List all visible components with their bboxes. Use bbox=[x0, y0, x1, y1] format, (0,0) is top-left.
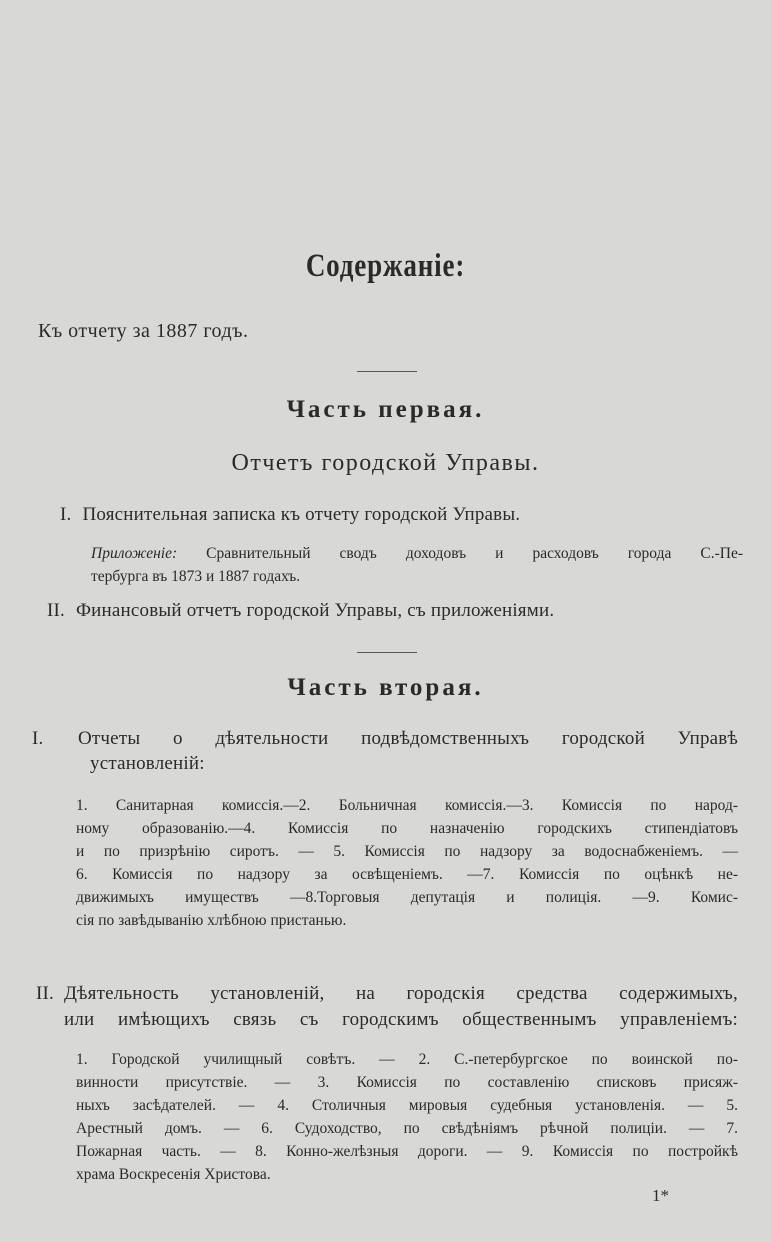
item-heading-line bbox=[32, 728, 738, 750]
item-number: II. bbox=[36, 983, 55, 1004]
item-text: Финансовый отчетъ городской Управы, съ приложеніями. bbox=[75, 600, 555, 621]
item-heading-line bbox=[36, 983, 738, 1005]
detail-line: 1. Санитарная комиссія.—2. Больничная комиссія.—3. Комиссія по народ- bbox=[76, 797, 738, 814]
detail-line: ному образованію.—4. Комиссія по назначенію городскихъ стипендіатовъ bbox=[76, 820, 738, 837]
item-text: Пояснительная записка къ отчету городской Управы. bbox=[82, 504, 521, 525]
detail-line: Арестный домъ. — 6. Судоходство, по свѣдѣніямъ рѣчной полиціи. — 7. bbox=[76, 1120, 738, 1137]
part-two-item-2 bbox=[36, 983, 738, 1031]
item-text: Дѣятельность установленій, на городскія средства содержимыхъ, bbox=[64, 983, 738, 1004]
part-two-item-1-details bbox=[76, 794, 738, 932]
page-title: Содержаніе: bbox=[305, 248, 466, 284]
report-subtitle: Къ отчету за 1887 годъ. bbox=[38, 320, 249, 342]
appendix-label: Приложеніе: bbox=[91, 545, 178, 562]
part-one-item-1 bbox=[60, 504, 520, 526]
part-one-subheading: Отчетъ городской Управы. bbox=[231, 450, 540, 476]
detail-line: винности присутствіе. — 3. Комиссія по составленію списковъ присяж- bbox=[76, 1074, 738, 1091]
detail-line: Пожарная часть. — 8. Конно-желѣзныя дороги. — 9. Комиссія по постройкѣ bbox=[76, 1143, 738, 1160]
item-text: установленій: bbox=[90, 753, 205, 774]
detail-line: 1. Городской училищный совѣтъ. — 2. С.-петербургское по воинской по- bbox=[76, 1051, 738, 1068]
detail-line: храма Воскресенія Христова. bbox=[76, 1166, 271, 1183]
appendix-line bbox=[91, 542, 743, 565]
item-number: II. bbox=[47, 600, 66, 621]
item-text: или имѣющихъ связь съ городскимъ общественнымъ управленіемъ: bbox=[64, 1009, 738, 1030]
detail-line: 6. Комиссія по надзору за освѣщеніемъ. —7. Комиссія по оцѣнкѣ не- bbox=[76, 866, 738, 883]
item-text: Отчеты о дѣятельности подвѣдомственныхъ городской Управѣ bbox=[78, 728, 738, 749]
part-two-heading: Часть вторая. bbox=[287, 674, 484, 701]
part-one-appendix bbox=[91, 542, 743, 588]
part-one-item-2 bbox=[47, 600, 554, 622]
detail-line: и по призрѣнію сиротъ. — 5. Комиссія по надзору за водоснабженіемъ. — bbox=[76, 843, 738, 860]
appendix-text: Сравнительный сводъ доходовъ и расходовъ города С.-Пе- bbox=[206, 545, 744, 562]
page-number: 1* bbox=[652, 1186, 669, 1205]
divider-rule bbox=[357, 652, 417, 653]
detail-line: движимыхъ имуществъ —8.Торговыя депутація и полиція. —9. Комис- bbox=[76, 889, 738, 906]
item-number: I. bbox=[60, 504, 72, 525]
item-number: I. bbox=[32, 728, 44, 749]
part-two-item-2-details bbox=[76, 1048, 738, 1186]
part-two-item-1 bbox=[32, 728, 738, 775]
part-one-heading: Часть первая. bbox=[286, 396, 485, 423]
detail-line: сія по завѣдыванію хлѣбною пристанью. bbox=[76, 912, 347, 929]
divider-rule bbox=[357, 371, 417, 372]
detail-line: ныхъ засѣдателей. — 4. Столичныя мировыя судебныя установленія. — 5. bbox=[76, 1097, 738, 1114]
appendix-line: тербурга въ 1873 и 1887 годахъ. bbox=[91, 568, 301, 585]
